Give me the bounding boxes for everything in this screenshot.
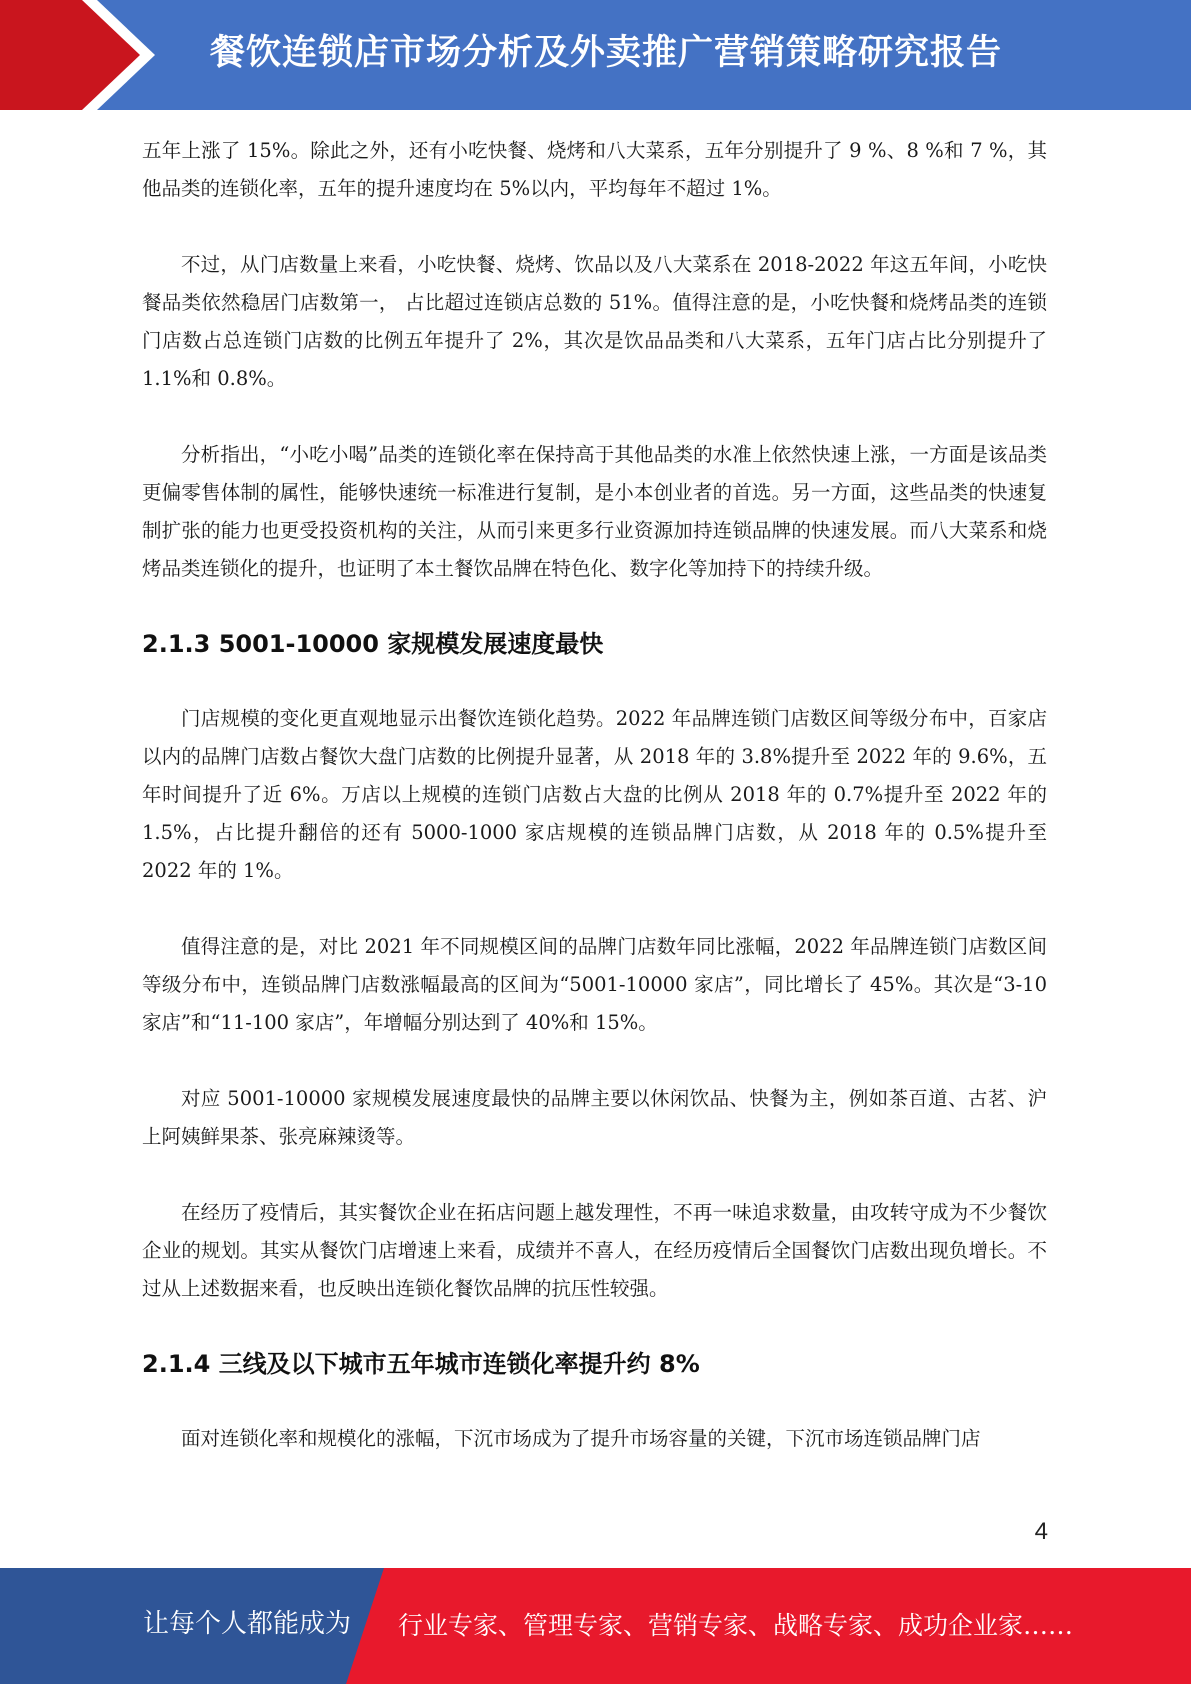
- paragraph: 值得注意的是，对比 2021 年不同规模区间的品牌门店数年同比涨幅，2022 年品牌连锁门店数区间等级分布中，连锁品牌门店数涨幅最高的区间为“5001-10000 家店”，同比增长了 45%。其次是“3-10 家店”和“11-100 家店”，年增幅分别达到了 40%和 15%。: [142, 935, 1047, 1034]
- paragraph: 对应 5001-10000 家规模发展速度最快的品牌主要以休闲饮品、快餐为主，例如茶百道、古茗、沪上阿姨鲜果茶、张亮麻辣烫等。: [142, 1087, 1047, 1148]
- paragraph: 在经历了疫情后，其实餐饮企业在拓店问题上越发理性，不再一味追求数量，由攻转守成为不少餐饮企业的规划。其实从餐饮门店增速上来看，成绩并不喜人，在经历疫情后全国餐饮门店数出现负增长。不过从上述数据来看，也反映出连锁化餐饮品牌的抗压性较强。: [142, 1201, 1047, 1300]
- paragraph-continued: 五年上涨了 15%。除此之外，还有小吃快餐、烧烤和八大菜系，五年分别提升了 9 %、8 %和 7 %，其他品类的连锁化率，五年的提升速度均在 5%以内，平均每年不超过 1%。: [142, 139, 1047, 200]
- paragraph: 不过，从门店数量上来看，小吃快餐、烧烤、饮品以及八大菜系在 2018-2022 年这五年间，小吃快餐品类依然稳居门店数第一， 占比超过连锁店总数的 51%。值得注意的是，小吃快餐和烧烤品类的连锁门店数占总连锁门店数的比例五年提升了 2%，其次是饮品品类和八大菜系，五年门店占比分别提升了 1.1%和 0.8%。: [142, 253, 1047, 390]
- section-heading-2-1-3: 2.1.3 5001-10000 家规模发展速度最快: [142, 630, 604, 658]
- report-title: 餐饮连锁店市场分析及外卖推广营销策略研究报告: [210, 33, 1003, 73]
- main-content: [142, 132, 1047, 1496]
- section-heading-2-1-4: 2.1.4 三线及以下城市五年城市连锁化率提升约 8%: [142, 1350, 700, 1378]
- paragraph: 分析指出，“小吃小喝”品类的连锁化率在保持高于其他品类的水准上依然快速上涨，一方面是该品类更偏零售体制的属性，能够快速统一标准进行复制，是小本创业者的首选。另一方面，这些品类的快速复制扩张的能力也更受投资机构的关注，从而引来更多行业资源加持连锁品牌的快速发展。而八大菜系和烧烤品类连锁化的提升，也证明了本土餐饮品牌在特色化、数字化等加持下的持续升级。: [142, 443, 1047, 580]
- page-footer: [0, 1568, 1191, 1684]
- paragraph: 面对连锁化率和规模化的涨幅，下沉市场成为了提升市场容量的关键，下沉市场连锁品牌门店: [181, 1427, 981, 1450]
- paragraph: 门店规模的变化更直观地显示出餐饮连锁化趋势。2022 年品牌连锁门店数区间等级分布中，百家店以内的品牌门店数占餐饮大盘门店数的比例提升显著，从 2018 年的 3.8%提升至 2022 年的 9.6%，五年时间提升了近 6%。万店以上规模的连锁门店数占大盘的比例从 2018 年的 0.7%提升至 2022 年的 1.5%，占比提升翻倍的还有 5000-1000 家店规模的连锁品牌门店数，从 2018 年的 0.5%提升至 2022 年的 1%。: [142, 707, 1047, 882]
- footer-slogan-left: 让每个人都能成为: [143, 1609, 352, 1639]
- footer-slogan-right: 行业专家、管理专家、营销专家、战略专家、成功企业家……: [398, 1611, 1074, 1640]
- page-header: [0, 0, 1191, 110]
- page-number: 4: [1034, 1518, 1048, 1545]
